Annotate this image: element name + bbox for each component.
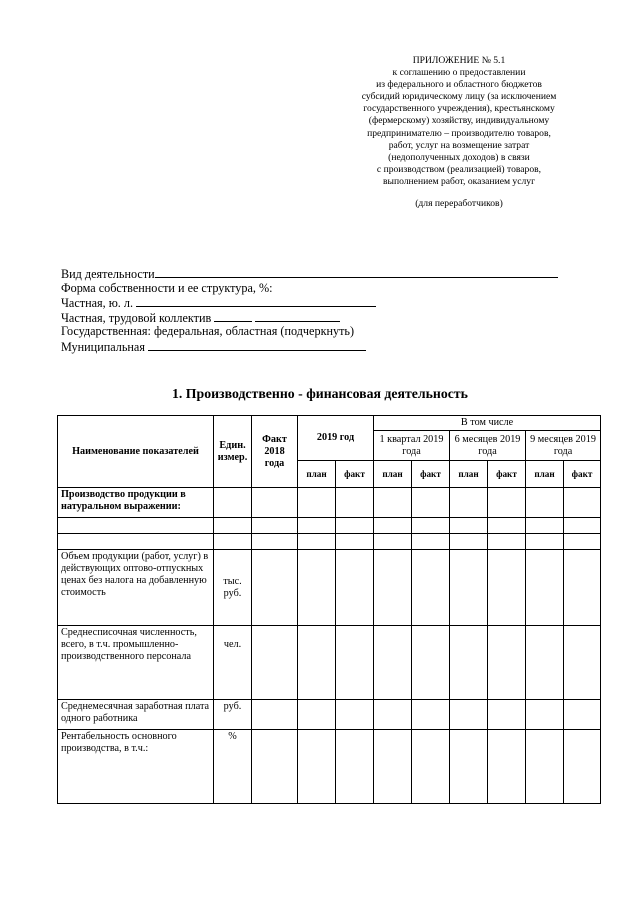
cell[interactable] xyxy=(374,518,412,534)
cell[interactable] xyxy=(450,534,488,550)
row-name: Рентабельность основного производства, в т.ч.: xyxy=(58,730,214,804)
cell[interactable] xyxy=(564,730,601,804)
cell[interactable] xyxy=(298,534,336,550)
row-name: Производство продукции в натуральном выражении: xyxy=(58,488,214,518)
appendix-line: из федерального и областного бюджетов xyxy=(376,79,542,91)
cell[interactable] xyxy=(374,700,412,730)
header-fact: факт xyxy=(488,461,526,488)
field-private-legal xyxy=(61,295,558,310)
cell[interactable] xyxy=(374,534,412,550)
field-private-collective-label: Частная, трудовой коллектив xyxy=(61,310,212,325)
row-unit: руб. xyxy=(214,700,252,730)
cell[interactable] xyxy=(298,550,336,626)
field-municipal-percent-blank[interactable] xyxy=(148,339,206,351)
cell[interactable] xyxy=(450,700,488,730)
cell[interactable] xyxy=(336,550,374,626)
field-state xyxy=(61,324,558,339)
field-municipal xyxy=(61,339,558,354)
cell[interactable] xyxy=(564,534,601,550)
row-unit xyxy=(214,488,252,518)
appendix-line: (фермерскому) хозяйству, индивидуальному xyxy=(368,115,550,127)
appendix-line: с производством (реализацией) товаров, xyxy=(376,163,542,175)
cell[interactable] xyxy=(298,626,336,700)
cell[interactable] xyxy=(412,518,450,534)
cell[interactable] xyxy=(252,700,298,730)
cell[interactable] xyxy=(412,626,450,700)
field-activity-label: Вид деятельности xyxy=(61,267,155,281)
header-6-months: 6 месяцев 2019 года xyxy=(450,431,526,461)
cell[interactable] xyxy=(526,534,564,550)
cell[interactable] xyxy=(412,700,450,730)
appendix-line: предпринимателю – производителю товаров, xyxy=(367,127,551,139)
cell[interactable] xyxy=(526,626,564,700)
cell[interactable] xyxy=(488,488,526,518)
cell[interactable] xyxy=(374,626,412,700)
cell[interactable] xyxy=(298,700,336,730)
cell[interactable] xyxy=(336,488,374,518)
cell[interactable] xyxy=(526,730,564,804)
cell[interactable] xyxy=(564,626,601,700)
appendix-line: работ, услуг на возмещение затрат xyxy=(388,139,530,151)
appendix-line: выполнением работ, оказанием услуг xyxy=(382,175,536,187)
cell[interactable] xyxy=(336,534,374,550)
field-municipal-blank[interactable] xyxy=(206,339,366,351)
cell[interactable] xyxy=(526,550,564,626)
cell[interactable] xyxy=(412,550,450,626)
cell[interactable] xyxy=(488,534,526,550)
cell[interactable] xyxy=(336,700,374,730)
field-activity xyxy=(61,266,558,281)
row-unit: тыс. руб. xyxy=(214,550,252,626)
cell[interactable] xyxy=(374,550,412,626)
cell[interactable] xyxy=(336,518,374,534)
header-plan: план xyxy=(450,461,488,488)
field-state-label: Государственная: федеральная, областная (подчеркнуть) xyxy=(61,324,355,339)
cell[interactable] xyxy=(450,488,488,518)
appendix-line: субсидий юридическому лицу (за исключением xyxy=(361,91,557,103)
cell[interactable] xyxy=(564,700,601,730)
cell[interactable] xyxy=(412,534,450,550)
header-year-2019: 2019 год xyxy=(298,416,374,461)
field-private-legal-blank[interactable] xyxy=(174,295,376,307)
header-plan: план xyxy=(526,461,564,488)
row-unit[interactable] xyxy=(214,534,252,550)
header-fact-2018: Факт 2018 года xyxy=(252,416,298,488)
cell[interactable] xyxy=(298,730,336,804)
cell[interactable] xyxy=(252,534,298,550)
cell[interactable] xyxy=(450,626,488,700)
cell[interactable] xyxy=(450,730,488,804)
cell[interactable] xyxy=(412,730,450,804)
row-unit: % xyxy=(214,730,252,804)
row-name: Среднесписочная численность, всего, в т.ч. промышленно-производственного персонала xyxy=(58,626,214,700)
table-row xyxy=(58,488,601,518)
cell[interactable] xyxy=(252,730,298,804)
cell[interactable] xyxy=(488,730,526,804)
cell[interactable] xyxy=(252,488,298,518)
cell[interactable] xyxy=(526,700,564,730)
field-activity-blank[interactable] xyxy=(155,266,558,278)
cell[interactable] xyxy=(526,518,564,534)
cell[interactable] xyxy=(564,488,601,518)
cell[interactable] xyxy=(252,550,298,626)
cell[interactable] xyxy=(488,550,526,626)
header-including: В том числе xyxy=(374,416,601,431)
header-fact: факт xyxy=(336,461,374,488)
row-unit[interactable] xyxy=(214,518,252,534)
cell[interactable] xyxy=(336,626,374,700)
header-q1: 1 квартал 2019 года xyxy=(374,431,450,461)
ownership-fields xyxy=(61,266,558,354)
table-row xyxy=(58,534,601,550)
header-name: Наименование показателей xyxy=(58,416,214,488)
table-row xyxy=(58,730,601,804)
table-row xyxy=(58,700,601,730)
appendix-note: (для переработчиков) xyxy=(415,198,503,210)
row-name[interactable] xyxy=(58,534,214,550)
header-plan: план xyxy=(298,461,336,488)
cell[interactable] xyxy=(488,700,526,730)
header-plan: план xyxy=(374,461,412,488)
field-private-collective-percent-blank[interactable] xyxy=(214,310,252,322)
table-row xyxy=(58,626,601,700)
row-unit: чел. xyxy=(214,626,252,700)
cell[interactable] xyxy=(488,626,526,700)
row-name: Объем продукции (работ, услуг) в действующих оптово-отпускных ценах без налога на добавленную стоимость xyxy=(58,550,214,626)
cell[interactable] xyxy=(252,626,298,700)
table-row xyxy=(58,550,601,626)
appendix-header xyxy=(330,55,588,210)
field-ownership-label: Форма собственности и ее структура, %: xyxy=(61,280,273,295)
field-municipal-label: Муниципальная xyxy=(61,339,145,354)
table-row xyxy=(58,518,601,534)
field-private-collective-blank[interactable] xyxy=(255,310,340,322)
appendix-line: (недополученных доходов) в связи xyxy=(388,151,530,163)
row-name[interactable] xyxy=(58,518,214,534)
appendix-line: к соглашению о предоставлении xyxy=(392,67,526,79)
field-private-collective xyxy=(61,310,558,325)
cell[interactable] xyxy=(374,488,412,518)
cell[interactable] xyxy=(564,550,601,626)
cell[interactable] xyxy=(298,518,336,534)
header-fact: факт xyxy=(412,461,450,488)
header-unit: Един. измер. xyxy=(214,416,252,488)
cell[interactable] xyxy=(252,518,298,534)
cell[interactable] xyxy=(336,730,374,804)
row-name: Среднемесячная заработная плата одного работника xyxy=(58,700,214,730)
cell[interactable] xyxy=(298,488,336,518)
cell[interactable] xyxy=(450,550,488,626)
cell[interactable] xyxy=(526,488,564,518)
header-9-months: 9 месяцев 2019 года xyxy=(526,431,601,461)
field-private-legal-label: Частная, ю. л. xyxy=(61,296,134,311)
cell[interactable] xyxy=(412,488,450,518)
cell[interactable] xyxy=(564,518,601,534)
section-title: 1. Производственно - финансовая деятельность xyxy=(172,386,468,401)
cell[interactable] xyxy=(450,518,488,534)
header-fact: факт xyxy=(564,461,601,488)
appendix-line: государственного учреждения), крестьянскому xyxy=(363,103,555,115)
financial-table xyxy=(57,415,601,804)
appendix-line: ПРИЛОЖЕНИЕ № 5.1 xyxy=(412,55,506,66)
field-private-legal-percent-blank[interactable] xyxy=(136,295,174,307)
cell[interactable] xyxy=(488,518,526,534)
field-ownership xyxy=(61,281,558,296)
cell[interactable] xyxy=(374,730,412,804)
